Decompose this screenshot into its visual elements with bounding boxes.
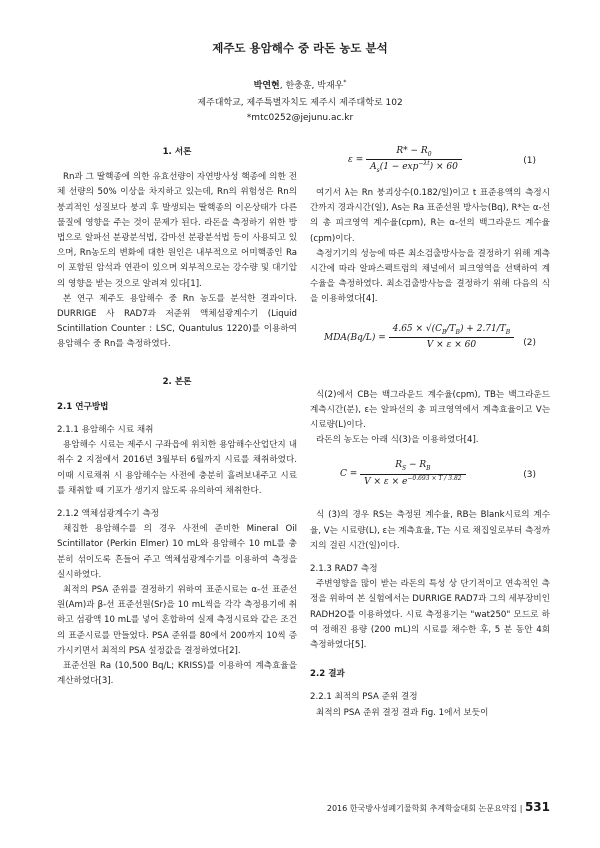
subsection-2-1-3: 2.1.3 RAD7 측정 <box>310 564 378 575</box>
equation-1: ε = $\frac{R* - R_0}{A_s(1 - \exp^{-\lambda t}) \times 60}$ (1) <box>348 146 536 174</box>
result-heading: 2.2 결과 <box>310 669 345 680</box>
paper-title: 제주도 용암해수 중 라돈 농도 분석 <box>212 41 388 55</box>
intro-heading: 1. 서론 <box>162 147 192 157</box>
equation-2-number: (2) <box>523 337 536 348</box>
co-authors: , 한충훈, 박재우 <box>279 81 344 91</box>
equation-3: C = $\frac{R_S - R_B}{V \times \varepsilon \times e^{-0.693 \times T / 3.82}}$ (3) <box>340 460 536 487</box>
intro-paragraph-1: Rn과 그 딸핵종에 의한 유효선량이 자연방사성 핵종에 의한 전체 선량의 50% 이상을 차지하고 있는데, Rn의 위험성은 Rn의 붕괴적인 성질보다 붕괴 후 발생되는 딸핵종의 이온상태가 다른 물질에 영향을 주는 것이 문제가 된다. 라돈을 측정하기 위한 방법으로 알파선 분광분석법, 감마선 분광분석법 등이 사용되고 있으며, Rn농도의 변화에 대한 원인은 내부적으로 어미핵종인 Ra이 포함된 암석과 연관이 있으며 외부적으로는 강수량 및 대기압의 영향을 받는 것으로 알려져 있다[1]. <box>57 172 297 289</box>
subsection-2-1-1: 2.1.1 용암해수 시료 채취 <box>57 425 154 436</box>
footer-text: 2016 한국방사성폐기물학회 추계학술대회 논문요약집 <box>326 804 518 813</box>
right-column <box>310 140 550 721</box>
intro-paragraph-2: 본 연구 제주도 용암해수 중 Rn 농도를 분석한 결과이다. DURRIGE 사 RAD7과 저준위 액체섬광계수기 (Liquid Scintillation Counter : LSC, Quantulus 1220)를 이용하여 용암해수 중 Rn를 측정하였다. <box>57 293 297 350</box>
mda-paragraph: 측정기기의 성능에 따른 최소검출방사능을 결정하기 위해 계측시간에 따라 알파스펙트럼의 채널에서 피크영역을 선택하여 계수율을 측정하였다. 최소검출방사능을 결정하기 위해 다음의 식을 이용하였다[4]. <box>310 248 550 305</box>
lead-author: 박연현 <box>253 81 280 91</box>
concentration-intro: 라돈의 농도는 아래 식(3)을 이용하였다[4]. <box>316 435 479 446</box>
equation-1-number: (1) <box>523 156 536 166</box>
subsection-2-2-1: 2.2.1 최적의 PSA 준위 결정 <box>310 692 418 703</box>
body-heading: 2. 본론 <box>162 376 192 387</box>
rad7-paragraph: 주변영향을 많이 받는 라돈의 특성 상 단기적이고 연속적인 측정을 위하여 본 실험에서는 DURRIGE RAD7과 그의 세부장비인 RADH2O를 이용하였다. 시료 측정용기는 "wat250" 모드로 하여 정해진 용량 (200 mL)의 시료를 채수한 후, 5 분 동안 4회 측정하였다[5]. <box>310 579 550 651</box>
equation-3-number: (3) <box>523 470 536 481</box>
email: *mtc0252@jejunu.ac.kr <box>246 113 354 123</box>
lsc-paragraph-1: 채집한 용암해수를 의 경우 사전에 준비한 Mineral Oil Scintillator (Perkin Elmer) 10 mL와 용암해수 10 mL를 충분히 섞이도록 흔들어 주고 액체섬광계수기를 이용하여 측정을 실시하였다. <box>57 524 297 580</box>
lsc-paragraph-2: 최적의 PSA 준위를 결정하기 위하여 표준시료는 α-선 표준선원(Am)과 β-선 표준선원(Sr)을 10 mL씩을 각각 측정용기에 취하고 섬광액 10 mL를 넣어 혼합하여 실제 측정시료와 같은 조건의 표준시료를 만들었다. PSA 준위를 80에서 200까지 10씩 증가시키면서 최적의 PSA 설정값을 결정하였다[2]. <box>57 585 297 656</box>
lsc-paragraph-3: 표준선원 Ra (10,500 Bq/L; KRISS)를 이용하여 계측효율을 계산하였다[3]. <box>57 661 297 687</box>
equation-2: MDA(Bq/L) = $\frac{4.65 \times √(C_B/T_B) + 2.71/T_B}{V \times \varepsilon \times 60}$ (2) <box>324 323 536 350</box>
affiliation: 제주대학교, 제주특별자치도 제주시 제주대학로 102 <box>197 98 403 108</box>
page-number: 531 <box>524 800 550 814</box>
eq3-explanation: 식 (3)의 경우 RS는 측정된 계수율, RB는 Blank시료의 계수율, V는 시료량(L), ε는 계측효율, T는 시료 채집일로부터 측정까지의 걸린 시간(일)이다. <box>310 510 550 551</box>
eq2-explanation: 식(2)에서 CB는 백그라운드 계수율(cpm), TB는 백그라운드 계측시간(분), ε는 알파선의 총 피크영역에서 계측효율이고 V는 시료량(L)이다. <box>310 389 550 431</box>
psa-result-paragraph: 최적의 PSA 준위 결정 결과 Fig. 1에서 보듯이 <box>316 707 489 718</box>
method-heading: 2.1 연구방법 <box>57 401 109 412</box>
left-column <box>57 140 297 690</box>
eq1-explanation: 여기서 λ는 Rn 붕괴상수(0.182/일)이고 t 표준용액의 측정시간까지 경과시간(일), As는 Ra 표준선원 방사능(Bq), R*는 α-선의 총 피크영역 계수율(cpm), R는 α-선의 백그라운드 계수율(cpm)이다. <box>310 188 550 244</box>
subsection-2-1-2: 2.1.2 액체섬광계수기 측정 <box>57 509 160 520</box>
corresponding-mark: * <box>343 79 347 86</box>
author-line <box>0 78 600 91</box>
page-footer: 2016 한국방사성폐기물학회 추계학술대회 논문요약집 | 531 <box>326 800 550 814</box>
sampling-paragraph: 용암해수 시료는 제주시 구좌읍에 위치한 용암해수산업단지 내 취수 2 지점에서 2016년 3월부터 6월까지 시료를 채취하였다. 이때 시료채취 시 용암해수는 사전에 충분히 흘려보내주고 시료를 채취할 때 기포가 생기지 않도록 유의하여 채취한다. <box>57 440 297 496</box>
